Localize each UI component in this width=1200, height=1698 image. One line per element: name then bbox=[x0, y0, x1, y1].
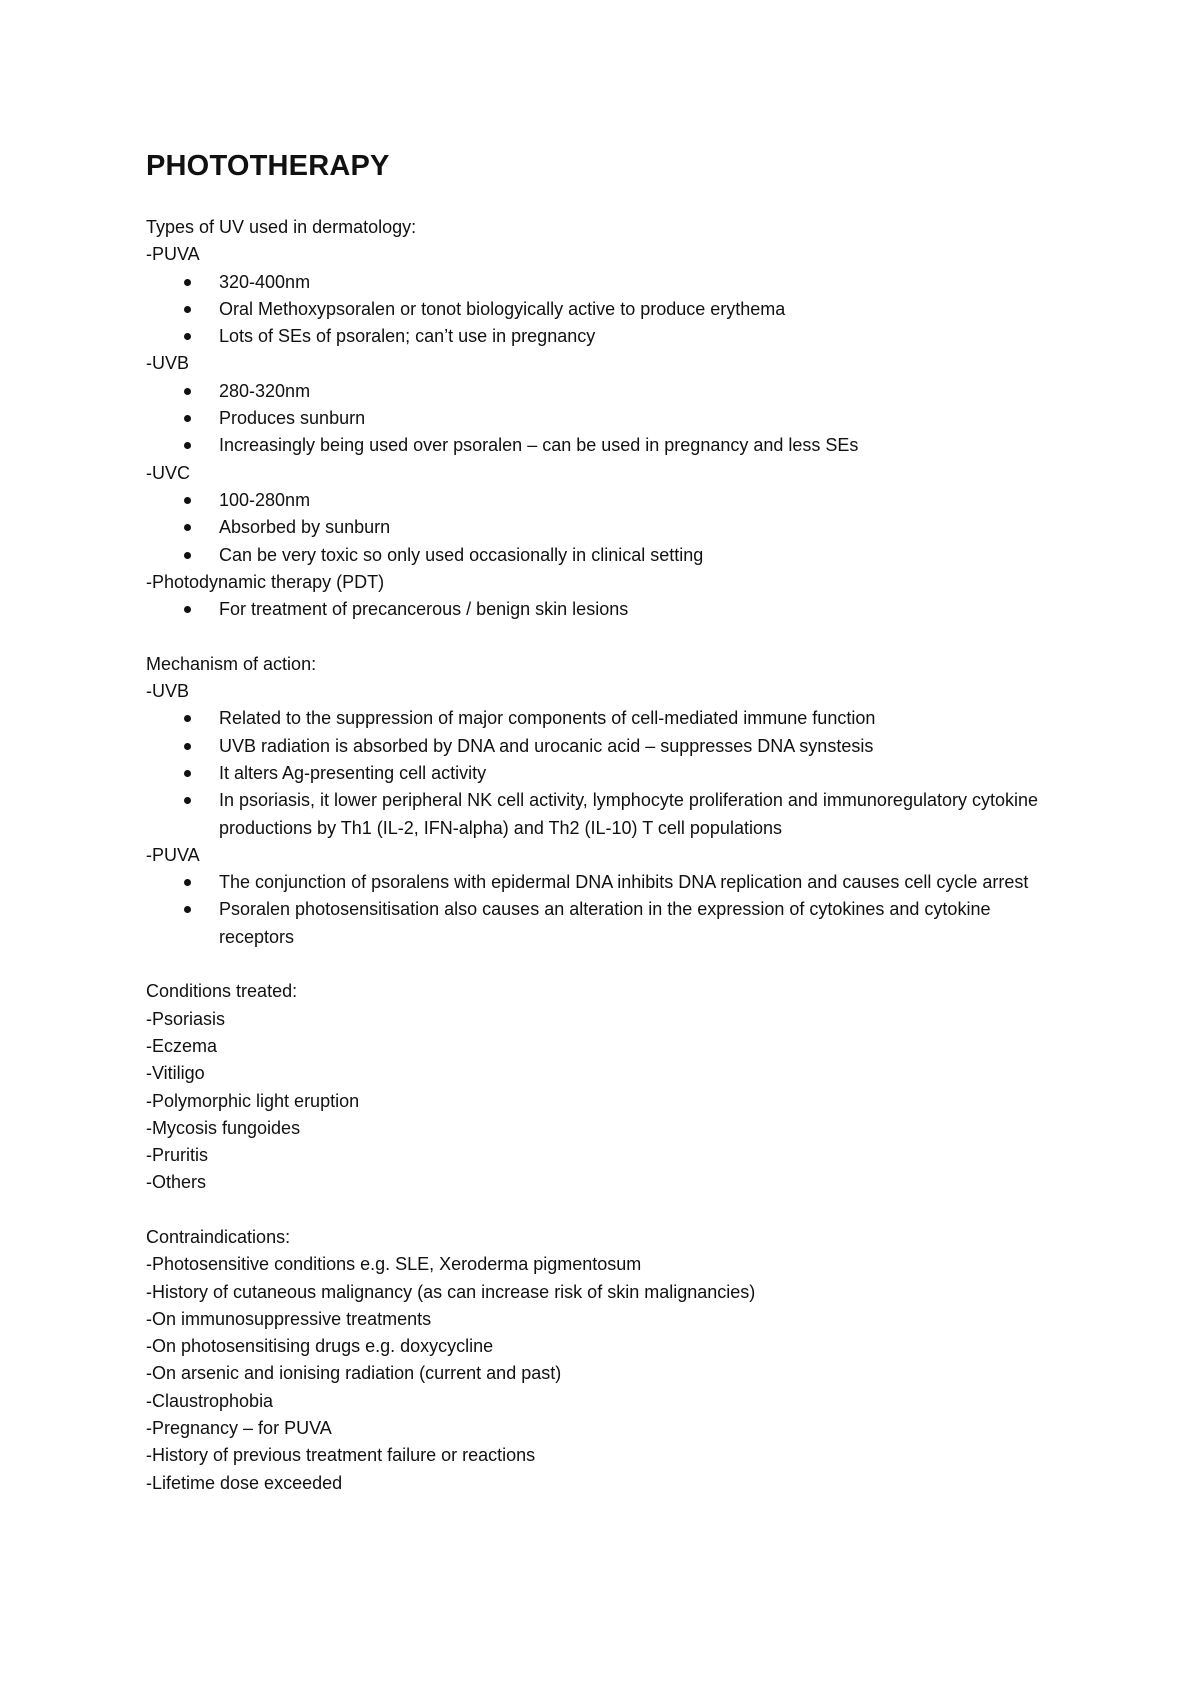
bullet-list bbox=[146, 596, 1046, 623]
bullet-list bbox=[146, 705, 1046, 841]
list-item: For treatment of precancerous / benign skin lesions bbox=[146, 596, 1046, 623]
bullet-icon bbox=[184, 743, 191, 750]
bullet-icon bbox=[184, 715, 191, 722]
bullet-icon bbox=[184, 415, 191, 422]
spacer bbox=[146, 623, 1046, 650]
bullet-icon bbox=[184, 879, 191, 886]
group-label: -PUVA bbox=[146, 844, 200, 865]
group-label: -PUVA bbox=[146, 244, 200, 265]
bullet-icon bbox=[184, 524, 191, 531]
list-item: Lots of SEs of psoralen; can’t use in pregnancy bbox=[146, 323, 1046, 350]
bullet-icon bbox=[184, 770, 191, 777]
bullet-icon bbox=[184, 388, 191, 395]
list-item: It alters Ag-presenting cell activity bbox=[146, 760, 1046, 787]
list-item: Related to the suppression of major components of cell-mediated immune function bbox=[146, 705, 1046, 732]
list-item: 280-320nm bbox=[146, 378, 1046, 405]
list-item: Psoralen photosensitisation also causes an alteration in the expression of cytokines and cytokine receptors bbox=[146, 896, 1046, 951]
bullet-list bbox=[146, 487, 1046, 569]
list-item: In psoriasis, it lower peripheral NK cell activity, lymphocyte proliferation and immunoregulatory cytokine productions by Th1 (IL-2, IFN-alpha) and Th2 (IL-10) T cell populations bbox=[146, 787, 1046, 842]
bullet-icon bbox=[184, 552, 191, 559]
bullet-icon bbox=[184, 306, 191, 313]
list-item: -Others bbox=[146, 1172, 207, 1193]
list-item: -On arsenic and ionising radiation (current and past) bbox=[146, 1363, 562, 1384]
list-item: -Vitiligo bbox=[146, 1063, 205, 1084]
list-item: -History of cutaneous malignancy (as can increase risk of skin malignancies) bbox=[146, 1281, 756, 1302]
list-item: -On immunosuppressive treatments bbox=[146, 1308, 432, 1329]
bullet-list bbox=[146, 269, 1046, 351]
document-title: PHOTOTHERAPY bbox=[146, 150, 390, 182]
list-item: -Claustrophobia bbox=[146, 1390, 274, 1411]
bullet-icon bbox=[184, 442, 191, 449]
section-heading: Mechanism of action: bbox=[146, 653, 317, 674]
list-item: -History of previous treatment failure or reactions bbox=[146, 1445, 536, 1466]
bullet-list bbox=[146, 378, 1046, 460]
list-item: Absorbed by sunburn bbox=[146, 514, 1046, 541]
section-conditions-treated bbox=[146, 978, 1046, 1196]
spacer bbox=[146, 1197, 1046, 1224]
list-item: -Photosensitive conditions e.g. SLE, Xeroderma pigmentosum bbox=[146, 1254, 642, 1275]
bullet-icon bbox=[184, 606, 191, 613]
bullet-icon bbox=[184, 906, 191, 913]
section-heading: Contraindications: bbox=[146, 1226, 291, 1247]
bullet-icon bbox=[184, 279, 191, 286]
bullet-list bbox=[146, 869, 1046, 951]
section-mechanism-of-action bbox=[146, 651, 1046, 951]
list-item: -On photosensitising drugs e.g. doxycycline bbox=[146, 1336, 494, 1357]
spacer bbox=[146, 951, 1046, 978]
list-item: -Pregnancy – for PUVA bbox=[146, 1418, 332, 1439]
group-label: -Photodynamic therapy (PDT) bbox=[146, 571, 385, 592]
list-item: Can be very toxic so only used occasionally in clinical setting bbox=[146, 542, 1046, 569]
list-item: 100-280nm bbox=[146, 487, 1046, 514]
group-label: -UVC bbox=[146, 462, 190, 483]
bullet-icon bbox=[184, 797, 191, 804]
section-contraindications bbox=[146, 1224, 1046, 1497]
section-heading: Conditions treated: bbox=[146, 981, 298, 1002]
list-item: Produces sunburn bbox=[146, 405, 1046, 432]
bullet-icon bbox=[184, 497, 191, 504]
list-item: -Lifetime dose exceeded bbox=[146, 1472, 343, 1493]
list-item: The conjunction of psoralens with epidermal DNA inhibits DNA replication and causes cell cycle arrest bbox=[146, 869, 1046, 896]
list-item: UVB radiation is absorbed by DNA and urocanic acid – suppresses DNA synstesis bbox=[146, 733, 1046, 760]
bullet-icon bbox=[184, 333, 191, 340]
document-content bbox=[146, 146, 1046, 1497]
list-item: -Eczema bbox=[146, 1035, 218, 1056]
section-types-of-uv bbox=[146, 214, 1046, 623]
list-item: -Pruritis bbox=[146, 1145, 208, 1166]
group-label: -UVB bbox=[146, 353, 190, 374]
list-item: -Mycosis fungoides bbox=[146, 1117, 301, 1138]
list-item: Oral Methoxypsoralen or tonot biologyically active to produce erythema bbox=[146, 296, 1046, 323]
section-heading: Types of UV used in dermatology: bbox=[146, 217, 417, 237]
list-item: -Psoriasis bbox=[146, 1008, 226, 1029]
list-item: -Polymorphic light eruption bbox=[146, 1090, 360, 1111]
list-item: 320-400nm bbox=[146, 269, 1046, 296]
group-label: -UVB bbox=[146, 681, 190, 702]
list-item: Increasingly being used over psoralen – can be used in pregnancy and less SEs bbox=[146, 432, 1046, 459]
